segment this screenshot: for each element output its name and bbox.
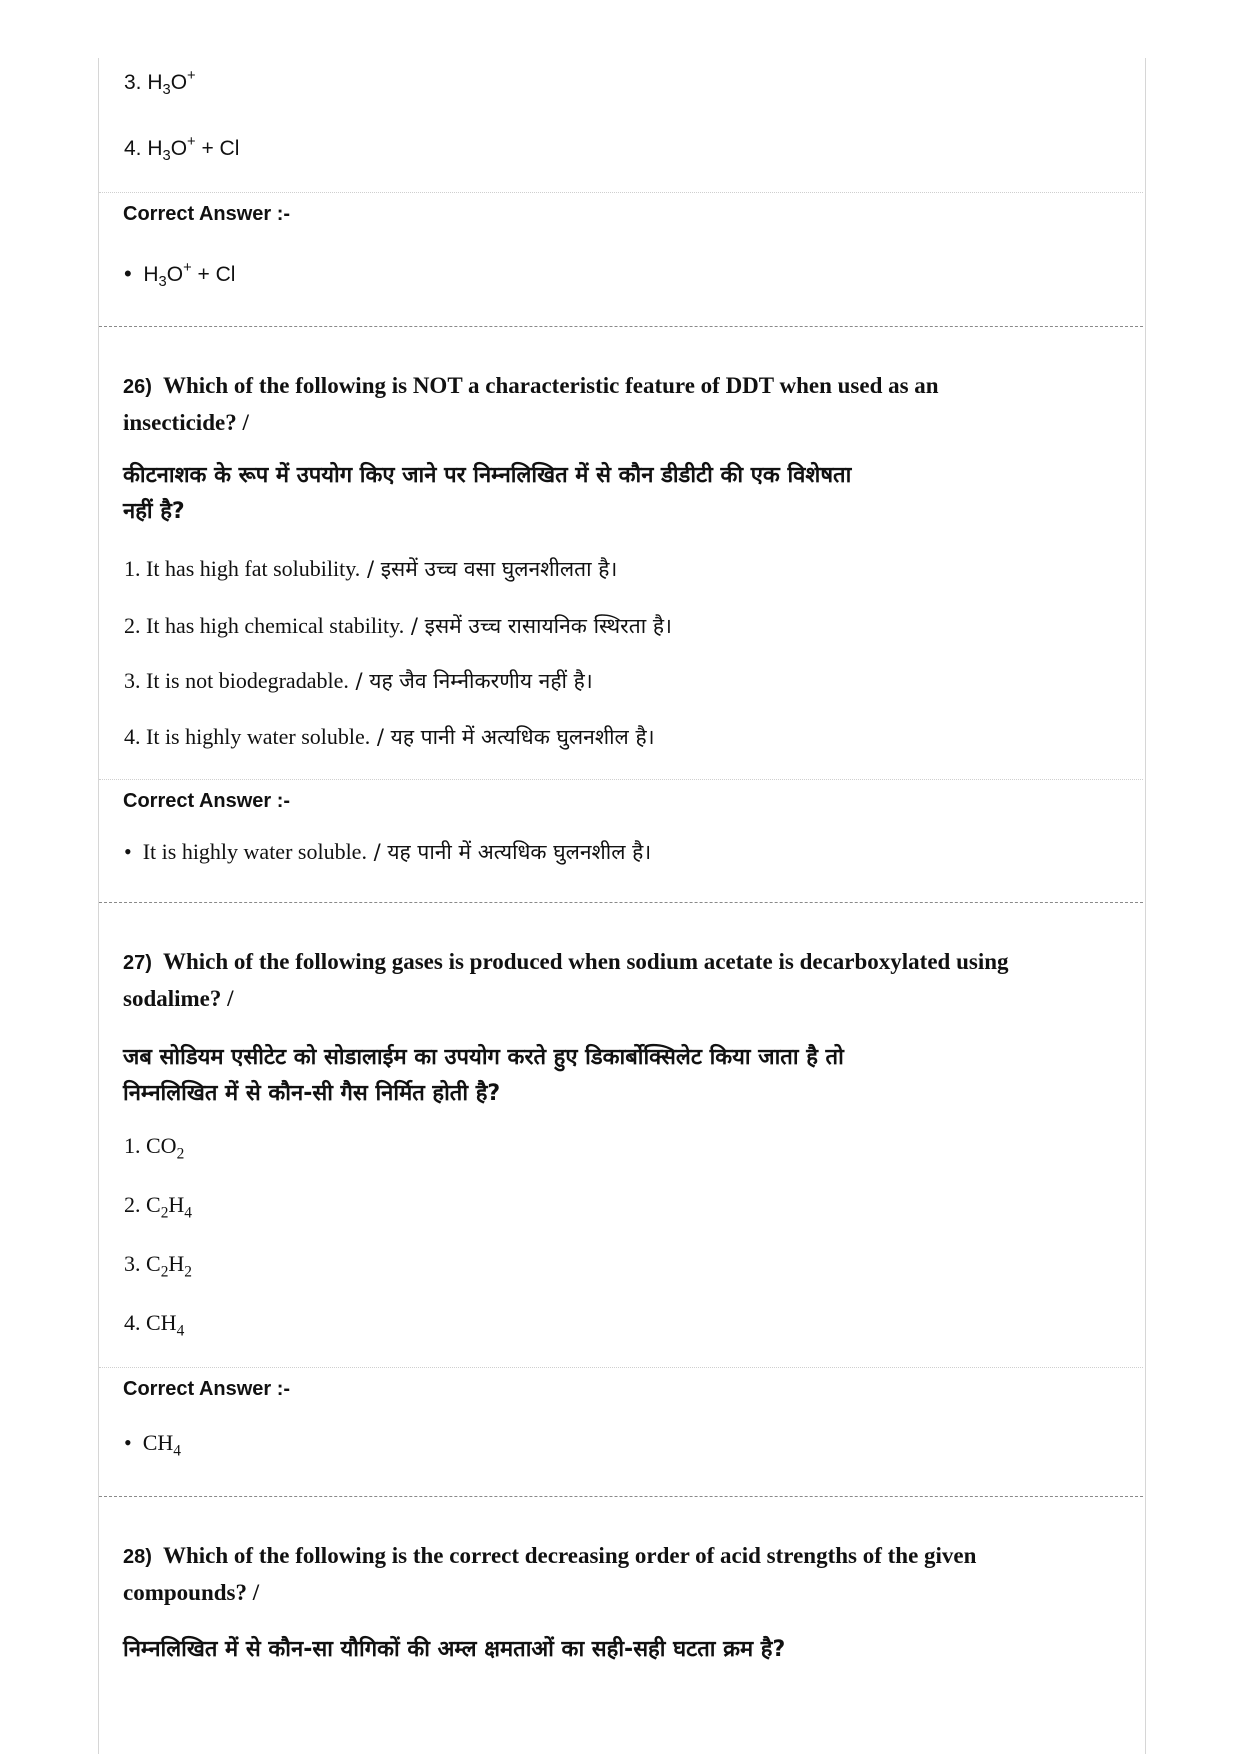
page-frame (98, 58, 1146, 1754)
q28-question: 28) Which of the following is the correct decreasing order of acid strengths of the given compounds? / (123, 1543, 977, 1605)
q27-option-1: 1. $CO_2$ (124, 1133, 185, 1163)
q28-question-hindi: निम्नलिखित में से कौन-सा यौगिकों की अम्ल क्षमताओं का सही-सही घटता क्रम है? (123, 1637, 786, 1662)
question-separator (99, 902, 1143, 903)
q26-option-4: 4. It is highly water soluble. / यह पानी में अत्यधिक घुलनशील है। (124, 724, 655, 749)
divider (99, 1367, 1143, 1368)
q25-option-4: 4. $H_3O^+ + Cl$ (124, 134, 240, 164)
q27-question-hindi: जब सोडियम एसीटेट को सोडालाईम का उपयोग करते हुए डिकार्बोक्सिलेट किया जाता है तो निम्नलिखित में से कौन-सी गैस निर्मित होती है? (123, 1045, 844, 1106)
divider (99, 779, 1143, 780)
correct-answer-label: Correct Answer :- (123, 790, 291, 812)
q26-question-hindi: कीटनाशक के रूप में उपयोग किए जाने पर निम्नलिखित में से कौन डीडीटी की एक विशेषता नहीं है? (123, 463, 852, 524)
q27-correct-answer: • $CH_4$ (124, 1430, 181, 1460)
divider (99, 192, 1143, 193)
q25-correct-answer: • $H_3O^+ + Cl$ (124, 260, 236, 290)
q27-question: 27) Which of the following gases is produced when sodium acetate is decarboxylated using sodalime? / (123, 949, 1009, 1011)
question-separator (99, 1496, 1143, 1497)
q27-option-4: 4. $CH_4$ (124, 1310, 185, 1340)
q25-option-3: 3. $H_3O^+$ (124, 68, 196, 98)
q26-option-3: 3. It is not biodegradable. / यह जैव निम्नीकरणीय नहीं है। (124, 668, 593, 693)
correct-answer-label: Correct Answer :- (123, 203, 291, 225)
question-number: 26) (123, 376, 152, 398)
q26-option-1: 1. It has high fat solubility. / इसमें उच्च वसा घुलनशीलता है। (124, 556, 618, 581)
q27-option-3: 3. $C_2H_2$ (124, 1251, 192, 1281)
q26-option-2: 2. It has high chemical stability. / इसमें उच्च रासायनिक स्थिरता है। (124, 613, 672, 638)
q26-question: 26) Which of the following is NOT a characteristic feature of DDT when used as an insecticide? / (123, 373, 939, 435)
q26-correct-answer: • It is highly water soluble. / यह पानी में अत्यधिक घुलनशील है। (124, 839, 652, 864)
question-separator (99, 326, 1143, 327)
q27-option-2: 2. $C_2H_4$ (124, 1192, 192, 1222)
correct-answer-label: Correct Answer :- (123, 1378, 291, 1400)
question-number: 28) (123, 1546, 152, 1568)
question-number: 27) (123, 952, 152, 974)
